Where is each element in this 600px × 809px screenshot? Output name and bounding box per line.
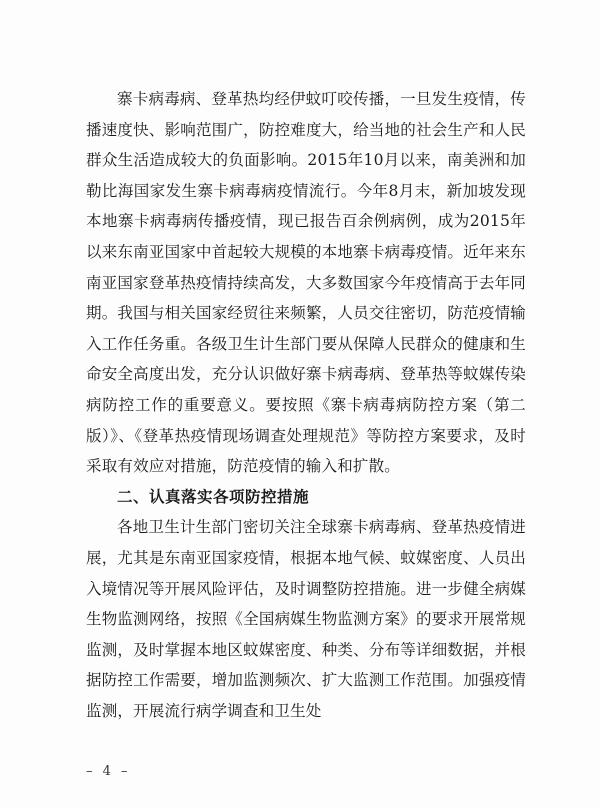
section-heading: 二、认真落实各项防控措施: [117, 487, 310, 506]
page-number: – 4 –: [86, 764, 131, 779]
body-paragraph-2: 各地卫生计生部门密切关注全球寨卡病毒病、登革热疫情进展，尤其是东南亚国家疫情，根据本地气候、蚊媒密度、人员出入境情况等开展风险评估，及时调整防控措施。进一步健全病媒生物监测网络，按照《全国病媒生物监测方案》的要求开展常规监测，及时掌握本地区蚊媒密度、种类、分布等详细数据，并根据防控工作需要，增加监测频次、扩大监测工作范围。加强疫情监测，开展流行病学调查和卫生处: [86, 518, 526, 720]
document-body: [86, 84, 526, 726]
body-paragraph-1: 寨卡病毒病、登革热均经伊蚊叮咬传播，一旦发生疫情，传播速度快、影响范围广，防控难度大，给当地的社会生产和人民群众生活造成较大的负面影响。2015年10月以来，南美洲和加勒比海国家发生寨卡病毒病疫情流行。今年8月末，新加坡发现本地寨卡病毒病传播疫情，现已报告百余例病例，成为2015年以来东南亚国家中首起较大规模的本地寨卡病毒疫情。近年来东南亚国家登革热疫情持续高发，大多数国家今年疫情高于去年同期。我国与相关国家经贸往来频繁，人员交往密切，防范疫情输入工作任务重。各级卫生计生部门要从保障人民群众的健康和生命安全高度出发，充分认识做好寨卡病毒病、登革热等蚊媒传染病防控工作的重要意义。要按照《寨卡病毒病防控方案（第二版）》、《登革热疫情现场调查处理规范》等防控方案要求，及时采取有效应对措施，防范疫情的输入和扩散。: [86, 90, 526, 476]
